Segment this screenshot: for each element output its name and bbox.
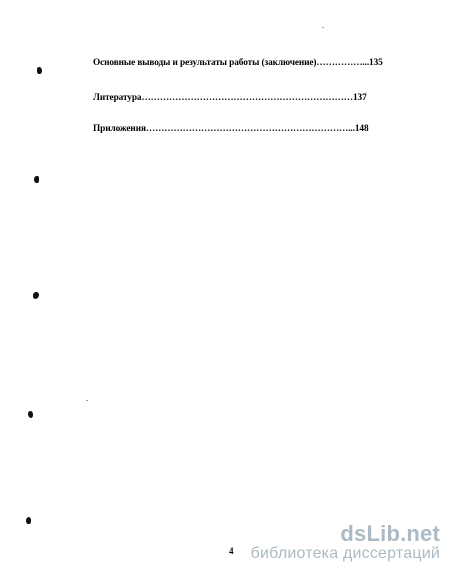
scan-speck-7 bbox=[86, 400, 88, 401]
scan-speck-1 bbox=[37, 67, 42, 74]
scan-speck-5 bbox=[26, 517, 31, 524]
scan-speck-2 bbox=[34, 176, 39, 183]
toc-entry-appendices bbox=[93, 124, 398, 138]
toc-entry-conclusion-text: Основные выводы и результаты работы (заключение)……………...135 bbox=[93, 58, 383, 68]
watermark bbox=[251, 523, 440, 563]
toc-entry-appendices-text: Приложения…………………………………………………………...148 bbox=[93, 124, 369, 134]
toc-entry-literature bbox=[93, 93, 398, 107]
watermark-brand: dsLib.net bbox=[340, 521, 440, 546]
toc-entry-literature-text: Литература……………………………………………………………137 bbox=[93, 93, 367, 103]
scan-speck-6 bbox=[322, 27, 324, 28]
toc-entry-conclusion bbox=[93, 58, 398, 72]
page-number: 4 bbox=[229, 546, 234, 556]
watermark-tagline: библиотека диссертаций bbox=[250, 545, 440, 562]
scan-speck-3 bbox=[33, 292, 39, 299]
scan-speck-4 bbox=[28, 411, 33, 418]
